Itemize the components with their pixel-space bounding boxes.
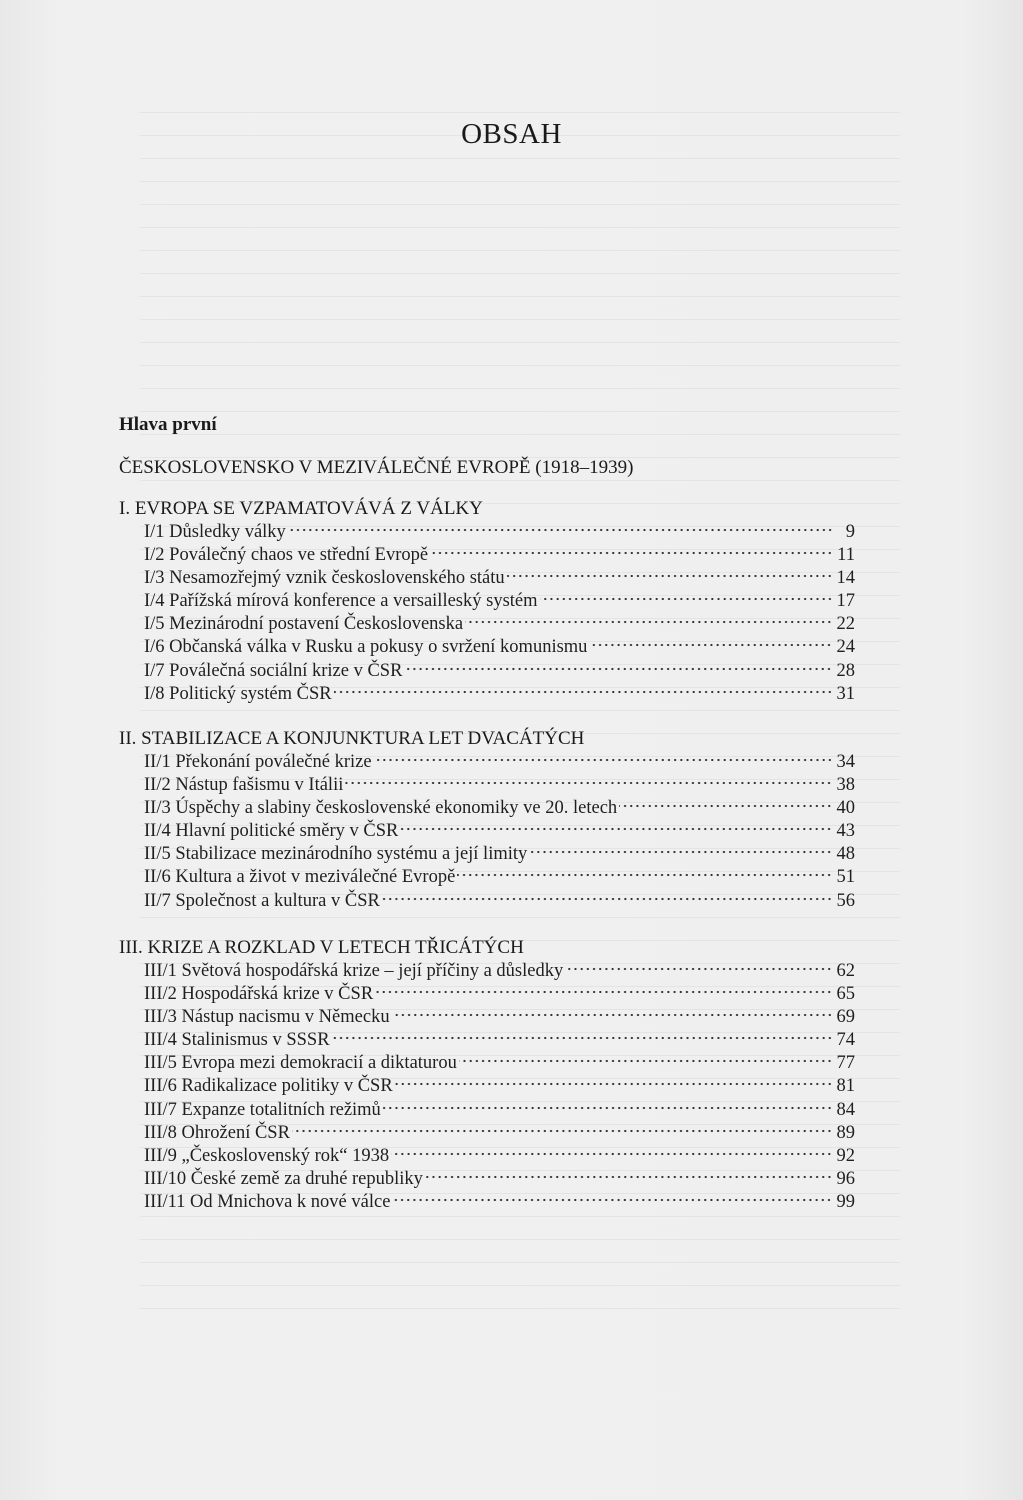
toc-entry-label: III/7 Expanze totalitních režimů (144, 1099, 381, 1120)
toc-entry (144, 521, 855, 544)
dot-leader (465, 619, 832, 625)
toc-entry (144, 1168, 855, 1191)
toc-entry-page-number: 69 (836, 1007, 855, 1028)
toc-entry (144, 1029, 855, 1052)
dot-leader (529, 849, 832, 855)
toc-entry-label: I/2 Poválečný chaos ve střední Evropě (144, 545, 429, 566)
toc-entry-page-number: 11 (837, 545, 855, 566)
toc-entry-page-number: 24 (836, 637, 855, 658)
toc-entry-label: II/4 Hlavní politické směry v ČSR (144, 821, 399, 842)
toc-entry (144, 544, 855, 567)
toc-entry-label: III/6 Radikalizace politiky v ČSR (144, 1076, 393, 1097)
toc-entry (144, 866, 855, 889)
toc-section-3 (119, 936, 855, 1214)
toc-entry-label: III/2 Hospodářská krize v ČSR (144, 984, 374, 1005)
dot-leader (374, 757, 833, 763)
dot-leader (565, 966, 832, 972)
toc-entry-page-number: 43 (836, 821, 855, 842)
toc-entry-label: II/5 Stabilizace mezinárodního systému a její limity (144, 844, 528, 865)
toc-entry-page-number: 99 (836, 1191, 855, 1212)
toc-section-2 (119, 727, 855, 913)
section-heading: I. EVROPA SE VZPAMATOVÁVÁ Z VÁLKY (119, 498, 483, 519)
toc-entry (144, 960, 855, 983)
dot-leader (382, 896, 833, 902)
toc-entry-label: I/4 Pařížská mírová konference a versailleský systém (144, 591, 538, 612)
toc-entry-page-number: 40 (836, 798, 855, 819)
dot-leader (391, 1151, 832, 1157)
toc-entry (144, 890, 855, 913)
dot-leader (375, 989, 832, 995)
section-heading: III. KRIZE A ROZKLAD V LETECH TŘICÁTÝCH (119, 937, 524, 958)
dot-leader (334, 689, 833, 695)
dot-leader (383, 1105, 833, 1111)
toc-entry-label: I/7 Poválečná sociální krize v ČSR (144, 660, 403, 681)
toc-entry-page-number: 22 (836, 614, 855, 635)
toc-entry-page-number: 14 (836, 568, 855, 589)
toc-entry (144, 636, 855, 659)
dot-leader (345, 780, 832, 786)
toc-entry (144, 1099, 855, 1122)
dot-leader (395, 1081, 833, 1087)
toc-entry-label: II/3 Úspěchy a slabiny československé ekonomiky ve 20. letech (144, 798, 618, 819)
toc-entry-page-number: 84 (836, 1099, 855, 1120)
toc-entry-label: III/9 „Československý rok“ 1938 (144, 1145, 390, 1166)
dot-leader (457, 872, 832, 878)
part-title: ČESKOSLOVENSKO V MEZIVÁLEČNÉ EVROPĚ (1918–1939) (119, 457, 634, 478)
toc-entry-label: I/8 Politický systém ČSR (144, 683, 332, 704)
toc-entry (144, 774, 855, 797)
toc-entry-label: III/5 Evropa mezi demokracií a diktaturou (144, 1053, 457, 1074)
toc-entry-page-number: 81 (836, 1076, 855, 1097)
toc-entry-page-number: 77 (836, 1053, 855, 1074)
toc-entry-page-number: 89 (836, 1122, 855, 1143)
chapter-heading: Hlava první (119, 414, 217, 435)
toc-entry (144, 1006, 855, 1029)
dot-leader (392, 1197, 832, 1203)
dot-leader (288, 527, 833, 533)
toc-entry-page-number: 96 (836, 1168, 855, 1189)
toc-entry-label: III/3 Nástup nacismu v Německu (144, 1007, 390, 1028)
section-heading: II. STABILIZACE A KONJUNKTURA LET DVACÁTÝCH (119, 728, 585, 749)
toc-entry-label: II/7 Společnost a kultura v ČSR (144, 890, 380, 911)
page-title: OBSAH (461, 118, 562, 150)
dot-leader (540, 596, 833, 602)
toc-entry (144, 613, 855, 636)
toc-entry (144, 660, 855, 683)
toc-entry-label: I/3 Nesamozřejmý vznik československého státu (144, 568, 505, 589)
toc-entry-page-number: 31 (836, 683, 855, 704)
toc-entry-page-number: 28 (836, 660, 855, 681)
dot-leader (400, 826, 832, 832)
dot-leader (619, 803, 832, 809)
toc-entry-label: III/10 České země za druhé republiky (144, 1168, 423, 1189)
toc-entry-page-number: 34 (836, 752, 855, 772)
toc-entry (144, 983, 855, 1006)
toc-entry-page-number: 56 (836, 890, 855, 911)
dot-leader (430, 550, 833, 556)
toc-entry-page-number: 92 (836, 1145, 855, 1166)
toc-entry-page-number: 48 (836, 844, 855, 865)
dot-leader (459, 1058, 833, 1064)
dot-leader (425, 1174, 833, 1180)
toc-entry (144, 1145, 855, 1168)
toc-entry (144, 820, 855, 843)
toc-entry (144, 683, 855, 706)
toc-entry-label: III/8 Ohrožení ČSR (144, 1122, 290, 1143)
toc-entry-page-number: 65 (836, 984, 855, 1005)
toc-entry-page-number: 62 (836, 961, 855, 981)
toc-entry (144, 843, 855, 866)
dot-leader (292, 1128, 833, 1134)
toc-entry-label: III/4 Stalinismus v SSSR (144, 1030, 330, 1051)
toc-entry-page-number: 9 (845, 522, 855, 542)
dot-leader (332, 1035, 833, 1041)
toc-entry-label: III/1 Světová hospodářská krize – její příčiny a důsledky (144, 961, 564, 981)
toc-entry (144, 590, 855, 613)
toc-entry (144, 1052, 855, 1075)
dot-leader (404, 666, 832, 672)
toc-entry-label: II/6 Kultura a život v meziválečné Evropě (144, 867, 456, 888)
toc-entry-page-number: 51 (836, 867, 855, 888)
toc-entry-label: I/1 Důsledky války (144, 522, 286, 542)
toc-entry-label: II/2 Nástup fašismu v Itálii (144, 775, 344, 796)
toc-entry-page-number: 38 (836, 775, 855, 796)
toc-entry (144, 567, 855, 590)
toc-entry-page-number: 74 (836, 1030, 855, 1051)
toc-entry-label: III/11 Od Mnichova k nové válce (144, 1191, 391, 1212)
toc-entry-label: I/5 Mezinárodní postavení Československa (144, 614, 464, 635)
toc-entry-label: I/6 Občanská válka v Rusku a pokusy o svržení komunismu (144, 637, 588, 658)
toc-entry-page-number: 17 (836, 591, 855, 612)
toc-section-1 (119, 497, 855, 706)
toc-entry (144, 1075, 855, 1098)
dot-leader (507, 573, 833, 579)
toc-entry (144, 1191, 855, 1214)
toc-entry (144, 751, 855, 774)
dot-leader (589, 642, 832, 648)
dot-leader (392, 1012, 833, 1018)
toc-entry-label: II/1 Překonání poválečné krize (144, 752, 372, 772)
toc-entry (144, 1122, 855, 1145)
toc-entry (144, 797, 855, 820)
